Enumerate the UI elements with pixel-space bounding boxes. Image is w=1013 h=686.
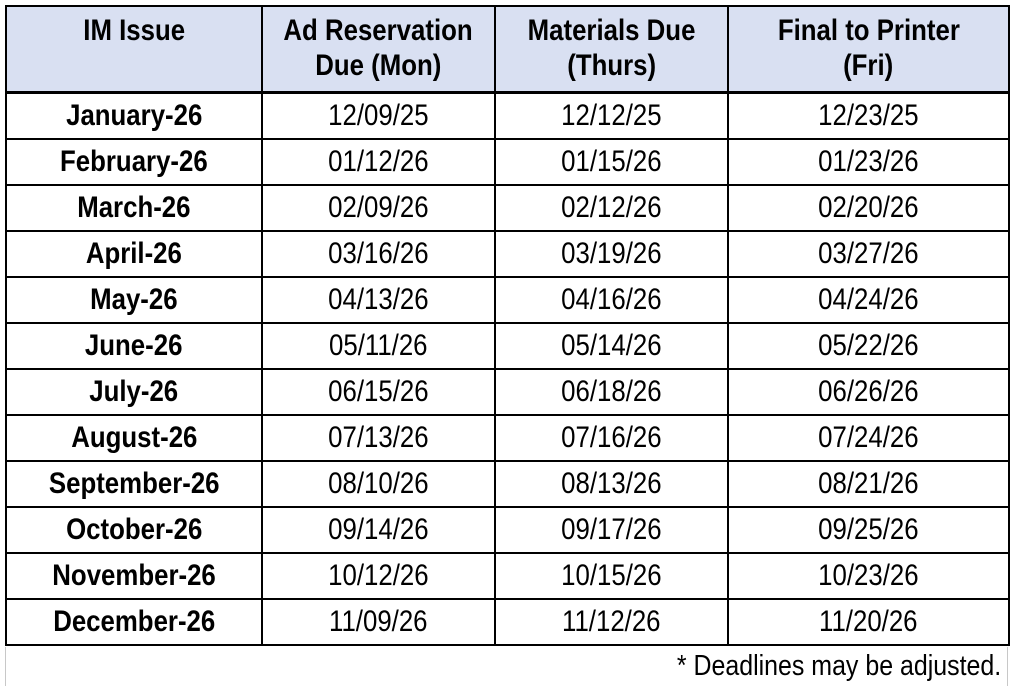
cell-issue-text: November-26 [52, 558, 216, 592]
cell-materials-due[interactable] [495, 461, 728, 507]
cell-final-to-printer-text: 10/23/26 [818, 558, 919, 592]
cell-ad-reservation[interactable] [262, 415, 495, 461]
cell-materials-due[interactable] [495, 185, 728, 231]
cell-final-to-printer-text: 09/25/26 [818, 512, 919, 546]
cell-final-to-printer[interactable] [728, 277, 1009, 323]
cell-issue-text: September-26 [48, 466, 220, 500]
cell-issue-text: April-26 [85, 236, 183, 270]
cell-issue[interactable] [6, 92, 262, 139]
footnote-row [5, 647, 1008, 686]
table-row [6, 461, 1009, 507]
header-materials-due-line2: (Thurs) [567, 49, 656, 82]
cell-ad-reservation[interactable] [262, 461, 495, 507]
cell-ad-reservation[interactable] [262, 553, 495, 599]
cell-materials-due-text: 04/16/26 [561, 282, 662, 316]
cell-materials-due[interactable] [495, 139, 728, 185]
cell-ad-reservation-text: 11/09/26 [329, 604, 428, 638]
table-row [6, 415, 1009, 461]
cell-materials-due[interactable] [495, 415, 728, 461]
cell-issue[interactable] [6, 461, 262, 507]
header-materials-due-line1: Materials Due [527, 14, 696, 47]
table-row [6, 323, 1009, 369]
cell-final-to-printer[interactable] [728, 599, 1009, 645]
cell-issue[interactable] [6, 369, 262, 415]
footnote-cell[interactable] [624, 647, 1001, 685]
deadline-schedule-table [5, 5, 1010, 646]
cell-ad-reservation[interactable] [262, 92, 495, 139]
cell-issue-text: October-26 [65, 512, 203, 546]
cell-final-to-printer-text: 02/20/26 [818, 190, 919, 224]
table-row [6, 599, 1009, 645]
table-row [6, 92, 1009, 139]
table-row [6, 553, 1009, 599]
cell-final-to-printer-text: 11/20/26 [819, 604, 918, 638]
cell-issue[interactable] [6, 553, 262, 599]
cell-issue-text: January-26 [65, 98, 203, 132]
cell-final-to-printer[interactable] [728, 461, 1009, 507]
cell-ad-reservation[interactable] [262, 507, 495, 553]
cell-materials-due[interactable] [495, 323, 728, 369]
cell-materials-due-text: 06/18/26 [561, 374, 662, 408]
cell-materials-due[interactable] [495, 369, 728, 415]
cell-materials-due-text: 09/17/26 [561, 512, 662, 546]
cell-issue-text: August-26 [70, 420, 198, 454]
table-row [6, 369, 1009, 415]
cell-issue-text: June-26 [85, 328, 183, 362]
cell-issue-text: July-26 [89, 374, 179, 408]
cell-materials-due-text: 10/15/26 [561, 558, 662, 592]
cell-final-to-printer[interactable] [728, 415, 1009, 461]
header-ad-reservation[interactable] [262, 6, 495, 92]
cell-final-to-printer-text: 08/21/26 [818, 466, 919, 500]
cell-final-to-printer-text: 12/23/25 [818, 98, 919, 132]
table-row [6, 277, 1009, 323]
header-final-to-printer-line1: Final to Printer [777, 14, 960, 47]
cell-ad-reservation-text: 10/12/26 [328, 558, 429, 592]
cell-issue[interactable] [6, 139, 262, 185]
table-row [6, 185, 1009, 231]
header-final-to-printer-line2: (Fri) [843, 49, 894, 82]
cell-final-to-printer[interactable] [728, 369, 1009, 415]
cell-materials-due[interactable] [495, 553, 728, 599]
cell-ad-reservation[interactable] [262, 599, 495, 645]
cell-final-to-printer[interactable] [728, 139, 1009, 185]
cell-final-to-printer-text: 05/22/26 [818, 328, 919, 362]
header-ad-reservation-line2: Due (Mon) [315, 49, 442, 82]
table-row [6, 231, 1009, 277]
cell-materials-due-text: 07/16/26 [561, 420, 662, 454]
cell-materials-due[interactable] [495, 92, 728, 139]
cell-materials-due-text: 05/14/26 [561, 328, 662, 362]
cell-ad-reservation[interactable] [262, 185, 495, 231]
cell-final-to-printer[interactable] [728, 92, 1009, 139]
cell-ad-reservation-text: 09/14/26 [328, 512, 429, 546]
cell-issue[interactable] [6, 323, 262, 369]
cell-final-to-printer-text: 03/27/26 [818, 236, 919, 270]
footnote-text: * Deadlines may be adjusted. [676, 650, 1001, 682]
cell-issue[interactable] [6, 599, 262, 645]
header-materials-due[interactable] [495, 6, 728, 92]
cell-ad-reservation-text: 01/12/26 [328, 144, 429, 178]
cell-ad-reservation-text: 06/15/26 [328, 374, 429, 408]
cell-ad-reservation-text: 07/13/26 [328, 420, 429, 454]
cell-ad-reservation-text: 02/09/26 [328, 190, 429, 224]
cell-materials-due[interactable] [495, 231, 728, 277]
cell-final-to-printer[interactable] [728, 553, 1009, 599]
cell-ad-reservation[interactable] [262, 369, 495, 415]
cell-issue[interactable] [6, 231, 262, 277]
header-ad-reservation-line1: Ad Reservation [283, 14, 474, 47]
cell-final-to-printer[interactable] [728, 323, 1009, 369]
table-row [6, 139, 1009, 185]
table-row [6, 507, 1009, 553]
cell-materials-due[interactable] [495, 277, 728, 323]
cell-materials-due-text: 12/12/25 [561, 98, 662, 132]
cell-final-to-printer-text: 07/24/26 [818, 420, 919, 454]
cell-issue[interactable] [6, 507, 262, 553]
cell-issue[interactable] [6, 185, 262, 231]
cell-materials-due-text: 03/19/26 [561, 236, 662, 270]
schedule-body [6, 92, 1009, 645]
cell-issue-text: May-26 [90, 282, 178, 316]
cell-materials-due-text: 02/12/26 [561, 190, 662, 224]
cell-issue-text: February-26 [60, 144, 208, 178]
cell-final-to-printer[interactable] [728, 231, 1009, 277]
cell-ad-reservation[interactable] [262, 231, 495, 277]
cell-final-to-printer-text: 06/26/26 [818, 374, 919, 408]
cell-final-to-printer-text: 01/23/26 [818, 144, 919, 178]
cell-ad-reservation-text: 08/10/26 [328, 466, 429, 500]
cell-ad-reservation-text: 05/11/26 [329, 328, 428, 362]
cell-final-to-printer[interactable] [728, 185, 1009, 231]
cell-issue[interactable] [6, 277, 262, 323]
cell-issue-text: December-26 [52, 604, 216, 638]
cell-materials-due-text: 01/15/26 [561, 144, 662, 178]
cell-materials-due[interactable] [495, 507, 728, 553]
cell-issue[interactable] [6, 415, 262, 461]
cell-materials-due-text: 11/12/26 [562, 604, 661, 638]
cell-ad-reservation[interactable] [262, 277, 495, 323]
header-final-to-printer[interactable] [728, 6, 1009, 92]
cell-materials-due[interactable] [495, 599, 728, 645]
cell-ad-reservation[interactable] [262, 323, 495, 369]
header-im-issue-line1: IM Issue [83, 14, 185, 47]
cell-materials-due-text: 08/13/26 [561, 466, 662, 500]
cell-ad-reservation-text: 12/09/25 [328, 98, 429, 132]
cell-ad-reservation-text: 04/13/26 [328, 282, 429, 316]
cell-ad-reservation-text: 03/16/26 [328, 236, 429, 270]
cell-issue-text: March-26 [77, 190, 191, 224]
cell-ad-reservation[interactable] [262, 139, 495, 185]
cell-final-to-printer-text: 04/24/26 [818, 282, 919, 316]
header-row [6, 6, 1009, 92]
cell-final-to-printer[interactable] [728, 507, 1009, 553]
header-im-issue[interactable] [6, 6, 262, 92]
